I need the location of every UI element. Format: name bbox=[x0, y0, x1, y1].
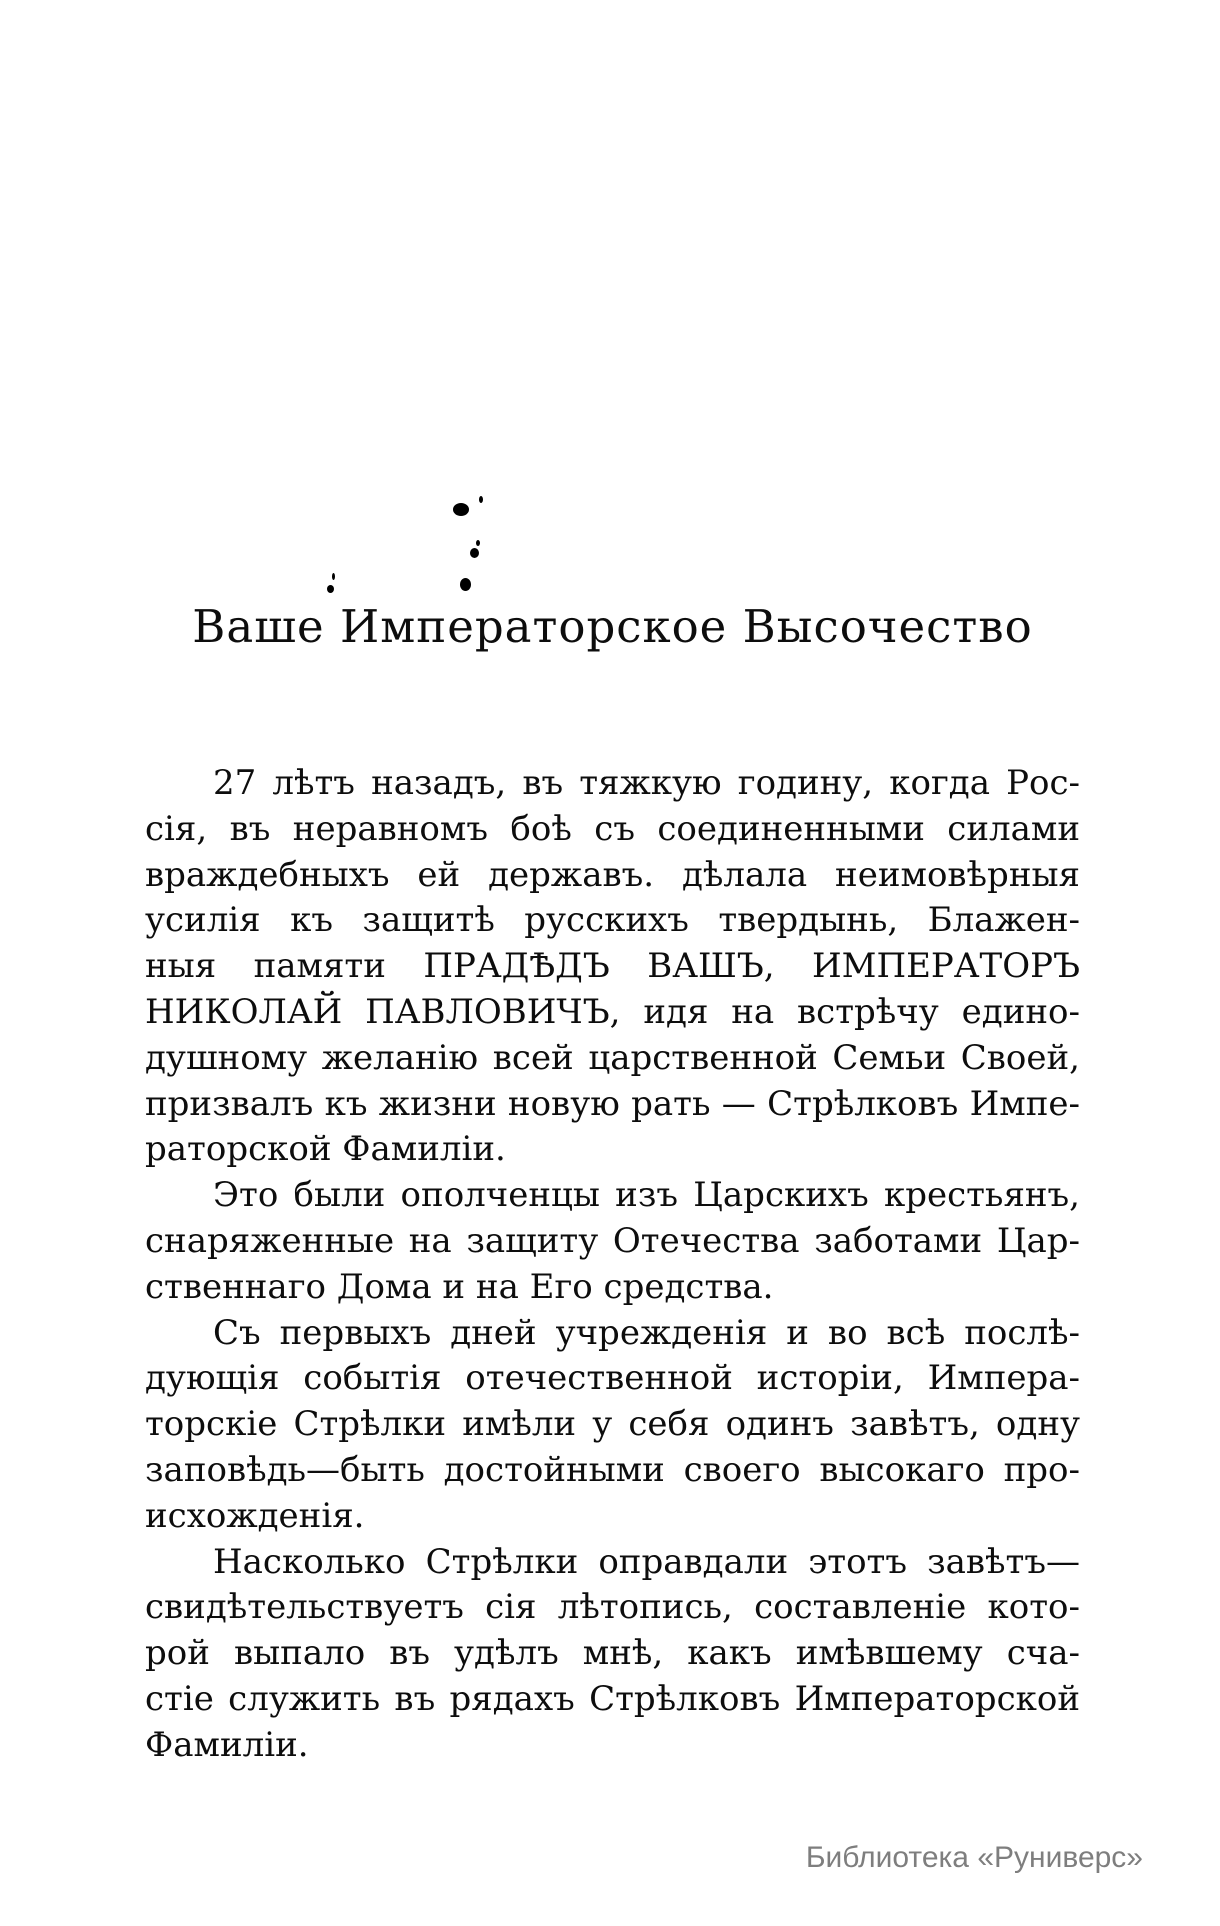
text-line: стіе служить въ рядахъ Стрѣлковъ Императорской bbox=[145, 1678, 1080, 1719]
text-line: Насколько Стрѣлки оправдали этотъ завѣтъ— bbox=[213, 1541, 1080, 1582]
ink-spot bbox=[476, 540, 480, 546]
text-line: раторской Фамиліи. bbox=[145, 1129, 506, 1170]
text-line: Съ первыхъ дней учрежденія и во всѣ послѣ- bbox=[213, 1312, 1080, 1353]
ink-spot bbox=[327, 585, 334, 593]
page-title: Ваше Императорское Высочество bbox=[192, 600, 1033, 653]
text-line: Фамиліи. bbox=[145, 1724, 309, 1765]
ink-spot bbox=[460, 578, 471, 591]
text-line: исхожденія. bbox=[145, 1495, 365, 1536]
text-line: свидѣтельствуетъ сія лѣтопись, составленіе кото- bbox=[145, 1587, 1080, 1628]
text-line: торскіе Стрѣлки имѣли у себя одинъ завѣтъ, одну bbox=[145, 1404, 1080, 1445]
text-line: ственнаго Дома и на Его средства. bbox=[145, 1266, 774, 1307]
ink-spot bbox=[453, 503, 469, 516]
ink-spot bbox=[479, 496, 483, 503]
body-text bbox=[145, 761, 1080, 1769]
paragraph bbox=[145, 1173, 1080, 1310]
text-line: ныя памяти ПРАДѢДЪ ВАШЪ, ИМПЕРАТОРЪ bbox=[145, 946, 1080, 987]
watermark-library-label: Библиотека «Руниверс» bbox=[805, 1841, 1143, 1874]
text-line: рой выпало въ удѣлъ мнѣ, какъ имѣвшему сча- bbox=[145, 1633, 1080, 1674]
text-line: призвалъ къ жизни новую рать — Стрѣлковъ Импе- bbox=[145, 1083, 1080, 1124]
text-line: 27 лѣтъ назадъ, въ тяжкую годину, когда Рос- bbox=[213, 763, 1080, 803]
text-line: Это были ополченцы изъ Царскихъ крестьянъ, bbox=[213, 1175, 1080, 1216]
text-line: НИКОЛАЙ ПАВЛОВИЧЪ, идя на встрѣчу едино- bbox=[145, 991, 1080, 1032]
ink-spot bbox=[332, 573, 335, 580]
ink-spot bbox=[470, 548, 479, 558]
text-line: дующія событія отечественной исторіи, Импера- bbox=[145, 1358, 1080, 1399]
text-line: враждебныхъ ей державъ. дѣлала неимовѣрныя bbox=[145, 854, 1080, 895]
text-line: снаряженные на защиту Отечества заботами Цар- bbox=[145, 1220, 1080, 1261]
text-line: сія, въ неравномъ боѣ съ соединенными силами bbox=[145, 808, 1080, 849]
text-line: заповѣдь—быть достойными своего высокаго про- bbox=[145, 1449, 1080, 1490]
paragraph bbox=[145, 761, 1080, 1173]
paragraph bbox=[145, 1311, 1080, 1540]
text-line: душному желанію всей царственной Семьи Своей, bbox=[145, 1037, 1080, 1078]
text-line: усилія къ защитѣ русскихъ твердынь, Блажен- bbox=[145, 900, 1080, 941]
paragraph bbox=[145, 1540, 1080, 1769]
